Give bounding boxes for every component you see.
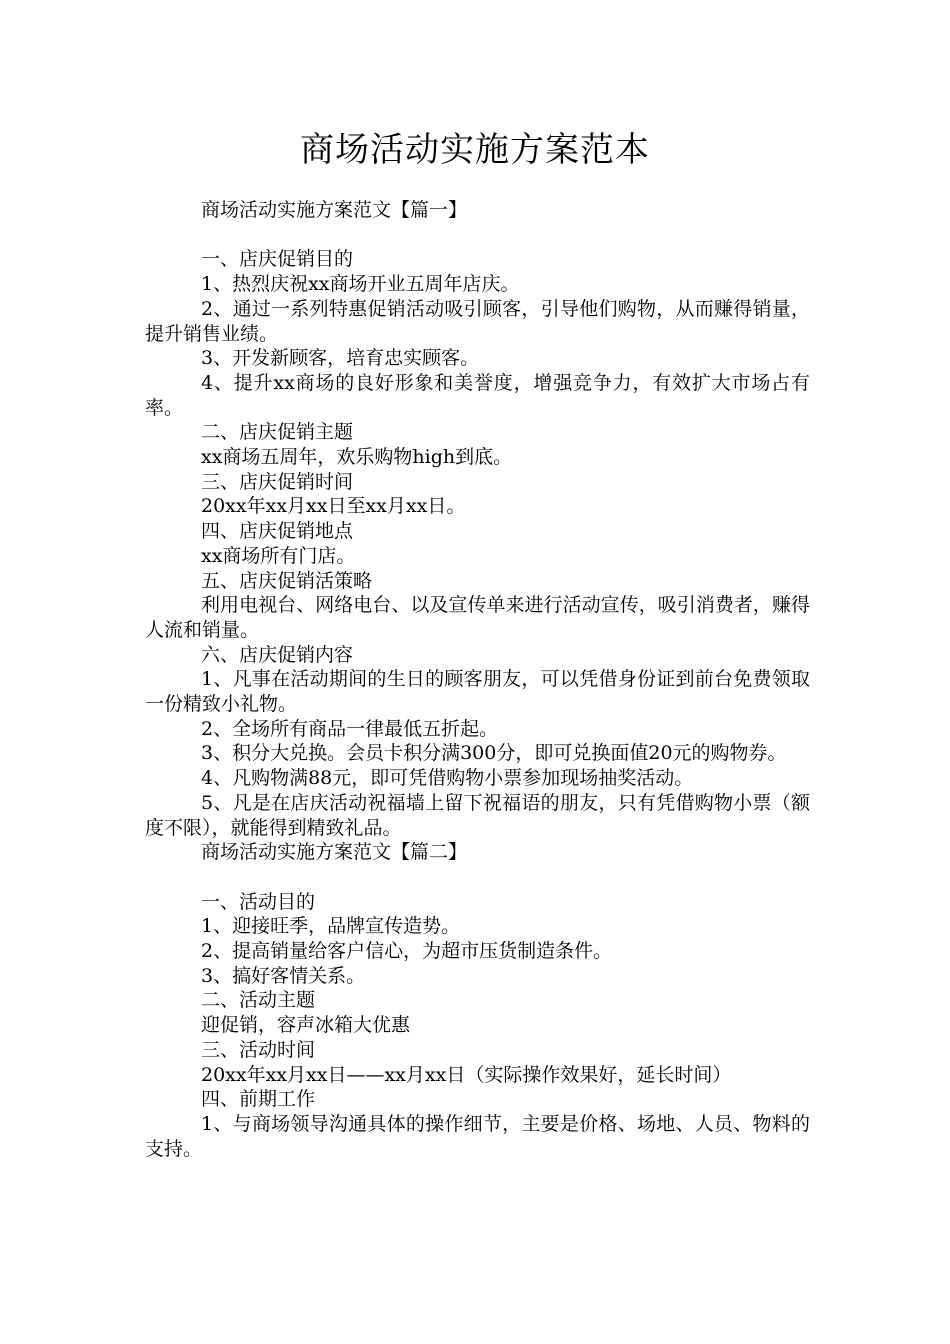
paragraph: 三、店庆促销时间 xyxy=(201,470,354,493)
paragraph: 4、提升xx商场的良好形象和美誉度，增强竞争力，有效扩大市场占有率。 xyxy=(145,371,810,419)
paragraph: 六、店庆促销内容 xyxy=(201,643,354,666)
paragraph: 3、开发新顾客，培育忠实顾客。 xyxy=(201,347,480,370)
document-body xyxy=(145,198,810,1161)
paragraph: 20xx年xx月xx日——xx月xx日（实际操作效果好，延长时间） xyxy=(201,1063,732,1086)
blank-line xyxy=(145,223,810,248)
paragraph: 1、与商场领导沟通具体的操作细节，主要是价格、场地、人员、物料的支持。 xyxy=(145,1112,810,1160)
paragraph: 1、迎接旺季，品牌宣传造势。 xyxy=(201,915,461,938)
paragraph: 五、店庆促销活策略 xyxy=(201,569,373,592)
paragraph: 1、凡事在活动期间的生日的顾客朋友，可以凭借身份证到前台免费领取一份精致小礼物。 xyxy=(145,668,810,716)
document-title: 商场活动实施方案范本 xyxy=(300,130,650,170)
paragraph: 迎促销，容声冰箱大优惠 xyxy=(201,1014,411,1037)
paragraph: 二、活动主题 xyxy=(201,989,316,1012)
paragraph: 2、提高销量给客户信心，为超市压货制造条件。 xyxy=(201,940,613,963)
paragraph: 四、前期工作 xyxy=(201,1088,316,1111)
paragraph: 2、全场所有商品一律最低五折起。 xyxy=(201,717,499,740)
paragraph: 4、凡购物满88元，即可凭借购物小票参加现场抽奖活动。 xyxy=(201,767,694,790)
paragraph: 二、店庆促销主题 xyxy=(201,421,354,444)
paragraph: xx商场所有门店。 xyxy=(201,544,356,567)
paragraph: 5、凡是在店庆活动祝福墙上留下祝福语的朋友，只有凭借购物小票（额度不限），就能得到精致礼品。 xyxy=(145,791,810,839)
paragraph: 一、活动目的 xyxy=(201,890,316,913)
section-heading-part-one: 商场活动实施方案范文【篇一】 xyxy=(201,199,468,221)
paragraph: 1、热烈庆祝xx商场开业五周年店庆。 xyxy=(201,273,520,296)
paragraph: 一、店庆促销目的 xyxy=(201,248,354,271)
paragraph: 三、活动时间 xyxy=(201,1038,316,1061)
paragraph: 2、通过一系列特惠促销活动吸引顾客，引导他们购物，从而赚得销量，提升销售业绩。 xyxy=(145,297,810,345)
paragraph: 利用电视台、网络电台、以及宣传单来进行活动宣传，吸引消费者，赚得人流和销量。 xyxy=(145,594,810,641)
paragraph: xx商场五周年，欢乐购物high到底。 xyxy=(201,446,513,469)
paragraph: 20xx年xx月xx日至xx月xx日。 xyxy=(201,495,466,518)
paragraph: 四、店庆促销地点 xyxy=(201,520,354,543)
section-heading-part-two: 商场活动实施方案范文【篇二】 xyxy=(201,841,468,864)
paragraph: 3、积分大兑换。会员卡积分满300分，即可兑换面值20元的购物券。 xyxy=(201,742,787,765)
blank-line xyxy=(145,865,810,890)
paragraph: 3、搞好客情关系。 xyxy=(201,964,366,987)
